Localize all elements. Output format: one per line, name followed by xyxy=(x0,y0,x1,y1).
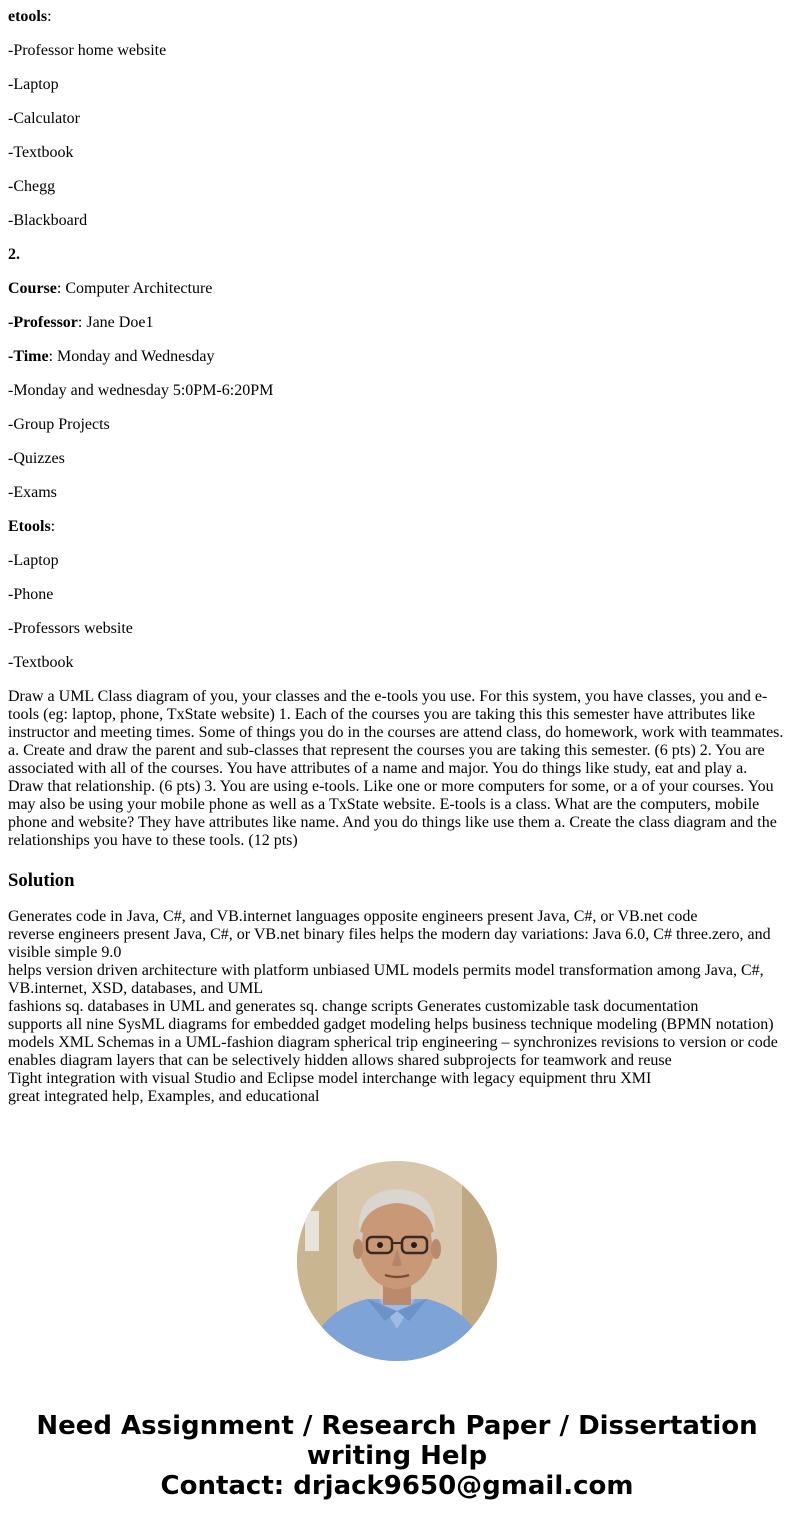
list-item: -Textbook xyxy=(8,654,74,671)
solution-line: reverse engineers present Java, C#, or VB.net binary files helps the modern day variations: Java 6.0, C# three.zero, and visible simple 9.0 xyxy=(8,926,771,961)
list-item: -Laptop xyxy=(8,76,59,93)
course-label: Course xyxy=(8,280,57,297)
solution-line: helps version driven architecture with platform unbiased UML models permits model transformation among Java, C#, VB.internet, XSD, databases, and UML xyxy=(8,962,764,997)
section-number-text: 2. xyxy=(8,246,20,263)
time-value: : Monday and Wednesday xyxy=(48,348,215,365)
list-item: -Laptop xyxy=(8,552,59,569)
list-item: -Calculator xyxy=(8,110,80,127)
etools2-heading: Etools xyxy=(8,518,51,535)
list-item: -Professors website xyxy=(8,620,133,637)
question-paragraph: Draw a UML Class diagram of you, your classes and the e-tools you use. For this system, you have classes, you and e-tools (eg: laptop, phone, TxState website) 1. Each of the courses you are taking this this semester have attributes like instructor and meeting times. Some of things you do in the courses are attend class, do homework, work with teammates. a. Create and draw the parent and sub-classes that represent the courses you are taking this semester. (6 pts) 2. You are associated with all of the courses. You have attributes of a name and major. You do things like study, eat and play a. Draw that relationship. (6 pts) 3. You are using e-tools. Like one or more computers for some, or a of your courses. You may also be using your mobile phone as well as a TxState website. E-tools is a class. What are the computers, mobile phone and website? They have attributes like name. And you do things like use them a. Create the class diagram and the relationships you have to these tools. (12 pts) xyxy=(8,688,784,849)
etools-heading-suffix: : xyxy=(47,8,52,25)
list-item: -Chegg xyxy=(8,178,56,195)
document-body xyxy=(0,8,794,1106)
course-line xyxy=(8,280,786,298)
solution-line: fashions sq. databases in UML and generates sq. change scripts Generates customizable task documentation xyxy=(8,998,699,1015)
solution-line: enables diagram layers that can be selectively hidden allows shared subprojects for teamwork and reuse xyxy=(8,1052,672,1069)
solution-lines xyxy=(8,908,786,1106)
list-item: -Monday and wednesday 5:0PM-6:20PM xyxy=(8,382,274,399)
solution-line: Generates code in Java, C#, and VB.internet languages opposite engineers present Java, C#, or VB.net code xyxy=(8,908,698,925)
solution-line: Tight integration with visual Studio and Eclipse model interchange with legacy equipment thru XMI xyxy=(8,1070,652,1087)
promo-line-2: writing Help xyxy=(306,1441,488,1471)
list-item: -Blackboard xyxy=(8,212,88,229)
solution-line: models XML Schemas in a UML-fashion diagram spherical trip engineering – synchronizes revisions to version or code xyxy=(8,1034,778,1051)
promo-banner xyxy=(0,1411,794,1501)
promo-line-1: Need Assignment / Research Paper / Dissertation xyxy=(36,1411,758,1441)
etools-heading-line xyxy=(8,8,786,26)
list-item: -Textbook xyxy=(8,144,74,161)
professor-label: -Professor xyxy=(8,314,78,331)
author-photo xyxy=(297,1161,497,1361)
course-value: : Computer Architecture xyxy=(56,280,213,297)
list-item: -Phone xyxy=(8,586,54,603)
list-item: -Group Projects xyxy=(8,416,110,433)
list-item: -Professor home website xyxy=(8,42,167,59)
solution-line: great integrated help, Examples, and educational xyxy=(8,1088,320,1105)
promo-contact: Contact: drjack9650@gmail.com xyxy=(160,1471,634,1501)
etools-heading: etools xyxy=(8,8,48,25)
list-item: -Quizzes xyxy=(8,450,65,467)
portrait-illustration xyxy=(297,1161,497,1361)
etools2-heading-suffix: : xyxy=(50,518,56,535)
time-line xyxy=(8,348,786,366)
solution-line: supports all nine SysML diagrams for embedded gadget modeling helps business technique modeling (BPMN notation) xyxy=(8,1016,774,1033)
list-item: -Exams xyxy=(8,484,57,501)
time-label: -Time xyxy=(8,348,49,365)
etools2-heading-line xyxy=(8,518,786,536)
professor-value: : Jane Doe1 xyxy=(77,314,154,331)
section-number xyxy=(8,246,786,264)
solution-title: Solution xyxy=(8,870,75,891)
professor-line xyxy=(8,314,786,332)
